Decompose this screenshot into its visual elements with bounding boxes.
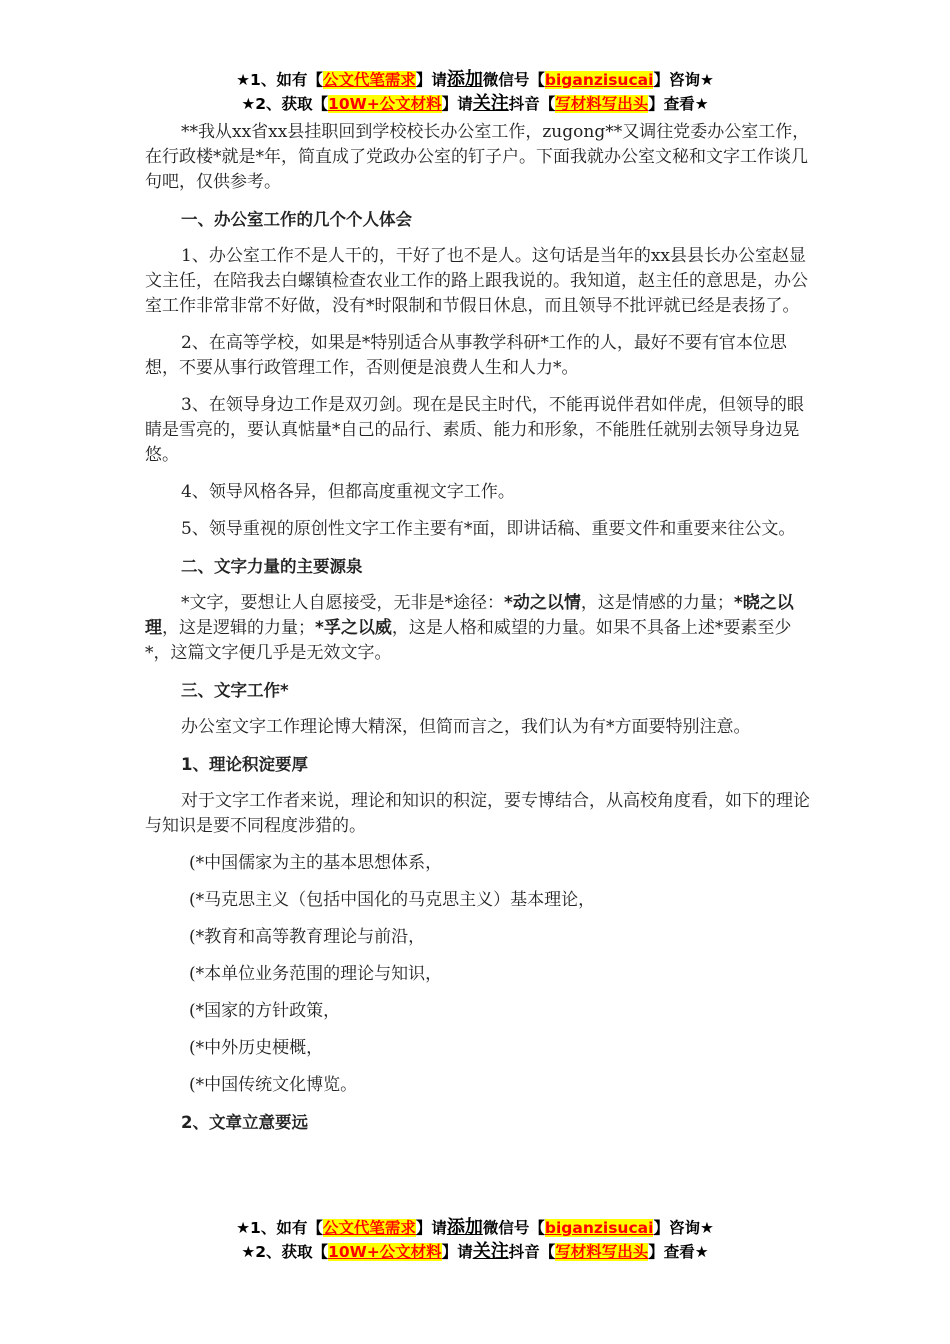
highlight-wechat-id[interactable]: biganzisucai bbox=[544, 71, 654, 89]
banner-line-1 bbox=[0, 1216, 950, 1240]
banner-text: ★1、如有【 bbox=[236, 1219, 323, 1237]
banner-text: 】请 bbox=[441, 1243, 473, 1261]
section-heading-2: 二、文字力量的主要源泉 bbox=[181, 557, 363, 576]
section-heading-1: 一、办公室工作的几个个人体会 bbox=[181, 210, 412, 229]
banner-text: 】查看★ bbox=[648, 1243, 709, 1261]
highlight-wechat-id[interactable]: biganzisucai bbox=[544, 1219, 654, 1237]
list-item: (*中国传统文化博览。 bbox=[189, 1075, 358, 1095]
bottom-banner bbox=[0, 1216, 950, 1264]
subheading-1: 1、理论积淀要厚 bbox=[181, 755, 308, 774]
emphasis-follow: 关注 bbox=[472, 93, 509, 114]
paragraph-4: 4、领导风格各异，但都高度重视文字工作。 bbox=[181, 482, 515, 502]
banner-text: 】请 bbox=[441, 95, 473, 113]
banner-text: 】咨询★ bbox=[653, 71, 714, 89]
list-item: (*马克思主义（包括中国化的马克思主义）基本理论， bbox=[189, 890, 596, 910]
banner-text: 】咨询★ bbox=[653, 1219, 714, 1237]
emphasis-follow: 关注 bbox=[472, 1241, 509, 1262]
subheading-2: 2、文章立意要远 bbox=[181, 1113, 308, 1132]
emphasis-add: 添加 bbox=[446, 69, 483, 90]
highlight-materials[interactable]: 10W+公文材料 bbox=[328, 95, 442, 113]
banner-line-2 bbox=[0, 1240, 950, 1264]
highlight-service[interactable]: 公文代笔需求 bbox=[322, 1219, 416, 1237]
text-run: *文字，要想让人自愿接受，无非是*途径： bbox=[181, 593, 504, 613]
banner-line-2 bbox=[0, 92, 950, 116]
list-item: (*中国儒家为主的基本思想体系， bbox=[189, 853, 443, 873]
banner-text: 抖音【 bbox=[508, 95, 556, 113]
top-banner bbox=[0, 68, 950, 116]
list-item: (*中外历史梗概， bbox=[189, 1038, 324, 1058]
banner-text: 】查看★ bbox=[648, 95, 709, 113]
paragraph-5: 5、领导重视的原创性文字工作主要有*面，即讲话稿、重要文件和重要来往公文。 bbox=[181, 519, 796, 539]
bold-phrase: *晓之以理 bbox=[145, 593, 794, 638]
highlight-douyin[interactable]: 写材料写出头 bbox=[555, 95, 649, 113]
text-run: ，这是逻辑的力量； bbox=[162, 618, 315, 638]
document-body bbox=[145, 120, 815, 1135]
bold-phrase: *孚之以威 bbox=[315, 618, 392, 638]
paragraph-2: 2、在高等学校，如果是*特别适合从事教学科研*工作的人，最好不要有官本位思想，不要从事行政管理工作，否则便是浪费人生和人力*。 bbox=[145, 333, 787, 378]
section-heading-3: 三、文字工作* bbox=[181, 681, 289, 700]
banner-text: 抖音【 bbox=[508, 1243, 556, 1261]
highlight-douyin[interactable]: 写材料写出头 bbox=[555, 1243, 649, 1261]
bold-phrase: *动之以情 bbox=[504, 593, 581, 613]
highlight-materials[interactable]: 10W+公文材料 bbox=[328, 1243, 442, 1261]
banner-text: 】请 bbox=[415, 1219, 447, 1237]
banner-text: 】请 bbox=[415, 71, 447, 89]
emphasis-add: 添加 bbox=[446, 1217, 483, 1238]
list-item: (*本单位业务范围的理论与知识， bbox=[189, 964, 443, 984]
banner-text: ★1、如有【 bbox=[236, 71, 323, 89]
paragraph-7: 办公室文字工作理论博大精深，但简而言之，我们认为有*方面要特别注意。 bbox=[181, 717, 751, 737]
highlight-service[interactable]: 公文代笔需求 bbox=[322, 71, 416, 89]
list-item: (*教育和高等教育理论与前沿， bbox=[189, 927, 426, 947]
intro-paragraph: **我从xx省xx县挂职回到学校校长办公室工作，zugong**又调往党委办公室工作，在行政楼*就是*年，简直成了党政办公室的钉子户。下面我就办公室文秘和文字工作谈几句吧，仅供参考。 bbox=[145, 122, 810, 192]
banner-text: ★2、获取【 bbox=[241, 1243, 329, 1261]
text-run: ，这是情感的力量； bbox=[580, 593, 734, 613]
banner-text: 微信号【 bbox=[482, 1219, 545, 1237]
paragraph-1: 1、办公室工作不是人干的，干好了也不是人。这句话是当年的xx县县长办公室赵显文主任，在陪我去白螺镇检查农业工作的路上跟我说的。我知道，赵主任的意思是，办公室工作非常非常不好做，没有*时限制和节假日休息，而且领导不批评就已经是表扬了。 bbox=[145, 246, 808, 316]
banner-text: 微信号【 bbox=[482, 71, 545, 89]
banner-text: ★2、获取【 bbox=[241, 95, 329, 113]
text-run: ，这是人格和威望的力量。如果不具备上述*要素至少*，这篇文字便几乎是无效文字。 bbox=[145, 618, 792, 663]
paragraph-6 bbox=[145, 591, 815, 666]
banner-line-1 bbox=[0, 68, 950, 92]
paragraph-8: 对于文字工作者来说，理论和知识的积淀，要专博结合，从高校角度看，如下的理论与知识是要不同程度涉猎的。 bbox=[145, 791, 810, 836]
list-item: (*国家的方针政策， bbox=[189, 1001, 341, 1021]
paragraph-3: 3、在领导身边工作是双刃剑。现在是民主时代，不能再说伴君如伴虎，但领导的眼睛是雪亮的，要认真惦量*自己的品行、素质、能力和形象，不能胜任就别去领导身边晃悠。 bbox=[145, 395, 804, 465]
